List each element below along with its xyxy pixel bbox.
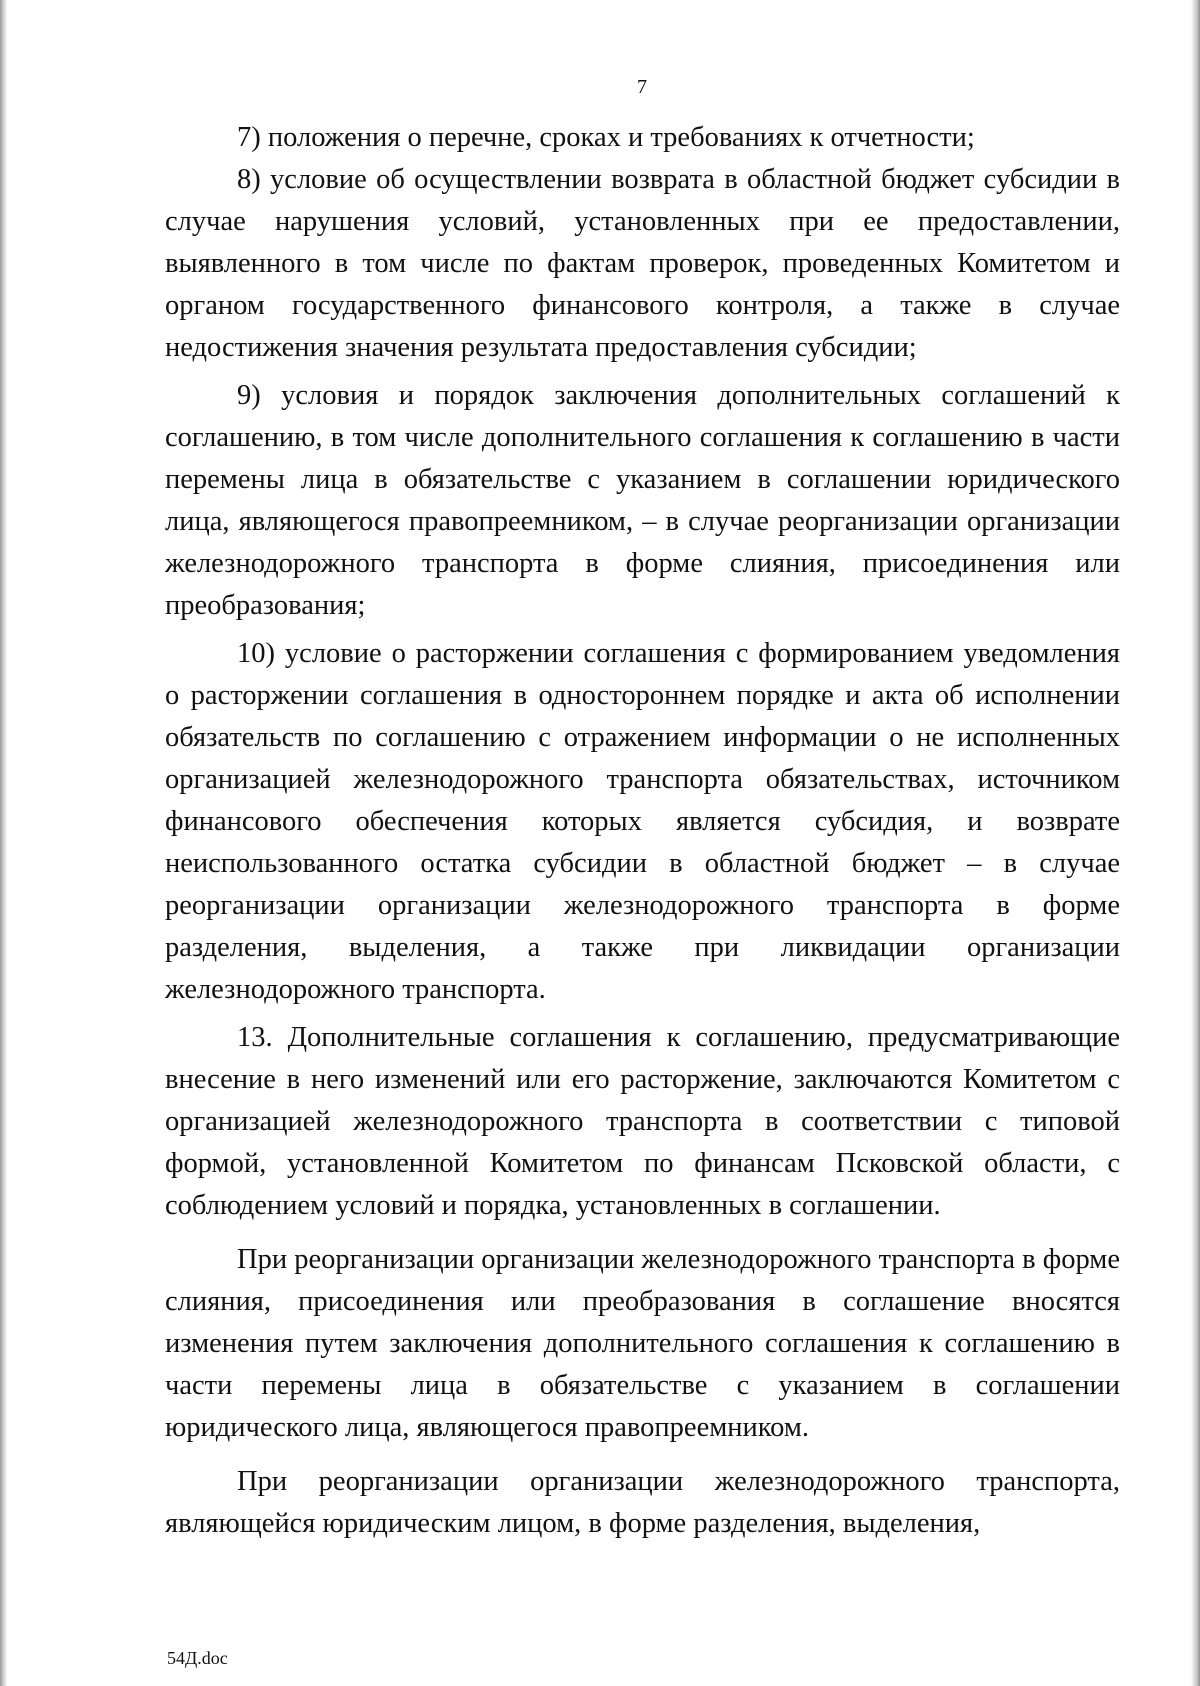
list-item-8: 8) условие об осуществлении возврата в областной бюджет субсидии в случае нарушения условий, установленных при ее предоставлении, выявленного в том числе по фактам проверок, проведенных Комитетом и органом государственного финансового контроля, а также в случае недостижения значения результата предоставления субсидии; [165, 164, 1120, 363]
paragraph-division-reorganization: При реорганизации организации железнодорожного транспорта, являющейся юридическим лицом, в форме разделения, выделения, [165, 1466, 1120, 1539]
clause-13: 13. Дополнительные соглашения к соглашению, предусматривающие внесение в него изменений или его расторжение, заключаются Комитетом с организацией железнодорожного транспорта в соответствии с типовой формой, установленной Комитетом по финансам Псковской области, с соблюдением условий и порядка, установленных в соглашении. [165, 1022, 1120, 1221]
list-item-9: 9) условия и порядок заключения дополнительных соглашений к соглашению, в том числе дополнительного соглашения к соглашению в части перемены лица в обязательстве с указанием в соглашении юридического лица, являющегося правопреемником, – в случае реорганизации организации железнодорожного транспорта в форме слияния, присоединения или преобразования; [165, 380, 1120, 621]
list-item-10: 10) условие о расторжении соглашения с формированием уведомления о расторжении соглашения в одностороннем порядке и акта об исполнении обязательств по соглашению с отражением информации о не исполненных организацией железнодорожного транспорта обязательствах, источником финансового обеспечения которых является субсидия, и возврате неиспользованного остатка субсидии в областной бюджет – в случае реорганизации организации железнодорожного транспорта в форме разделения, выделения, а также при ликвидации организации железнодорожного транспорта. [165, 638, 1120, 1005]
document-body [165, 117, 1120, 1545]
scan-edge-left [0, 0, 7, 1686]
list-item-7: 7) положения о перечне, сроках и требованиях к отчетности; [237, 122, 975, 153]
scan-edge-right [1191, 0, 1200, 1686]
page-number: 7 [637, 76, 647, 98]
footer-filename: 54Д.doc [167, 1648, 228, 1668]
paragraph-merger-reorganization: При реорганизации организации железнодорожного транспорта в форме слияния, присоединения или преобразования в соглашение вносятся изменения путем заключения дополнительного соглашения к соглашению в части перемены лица в обязательстве с указанием в соглашении юридического лица, являющегося правопреемником. [165, 1244, 1120, 1443]
